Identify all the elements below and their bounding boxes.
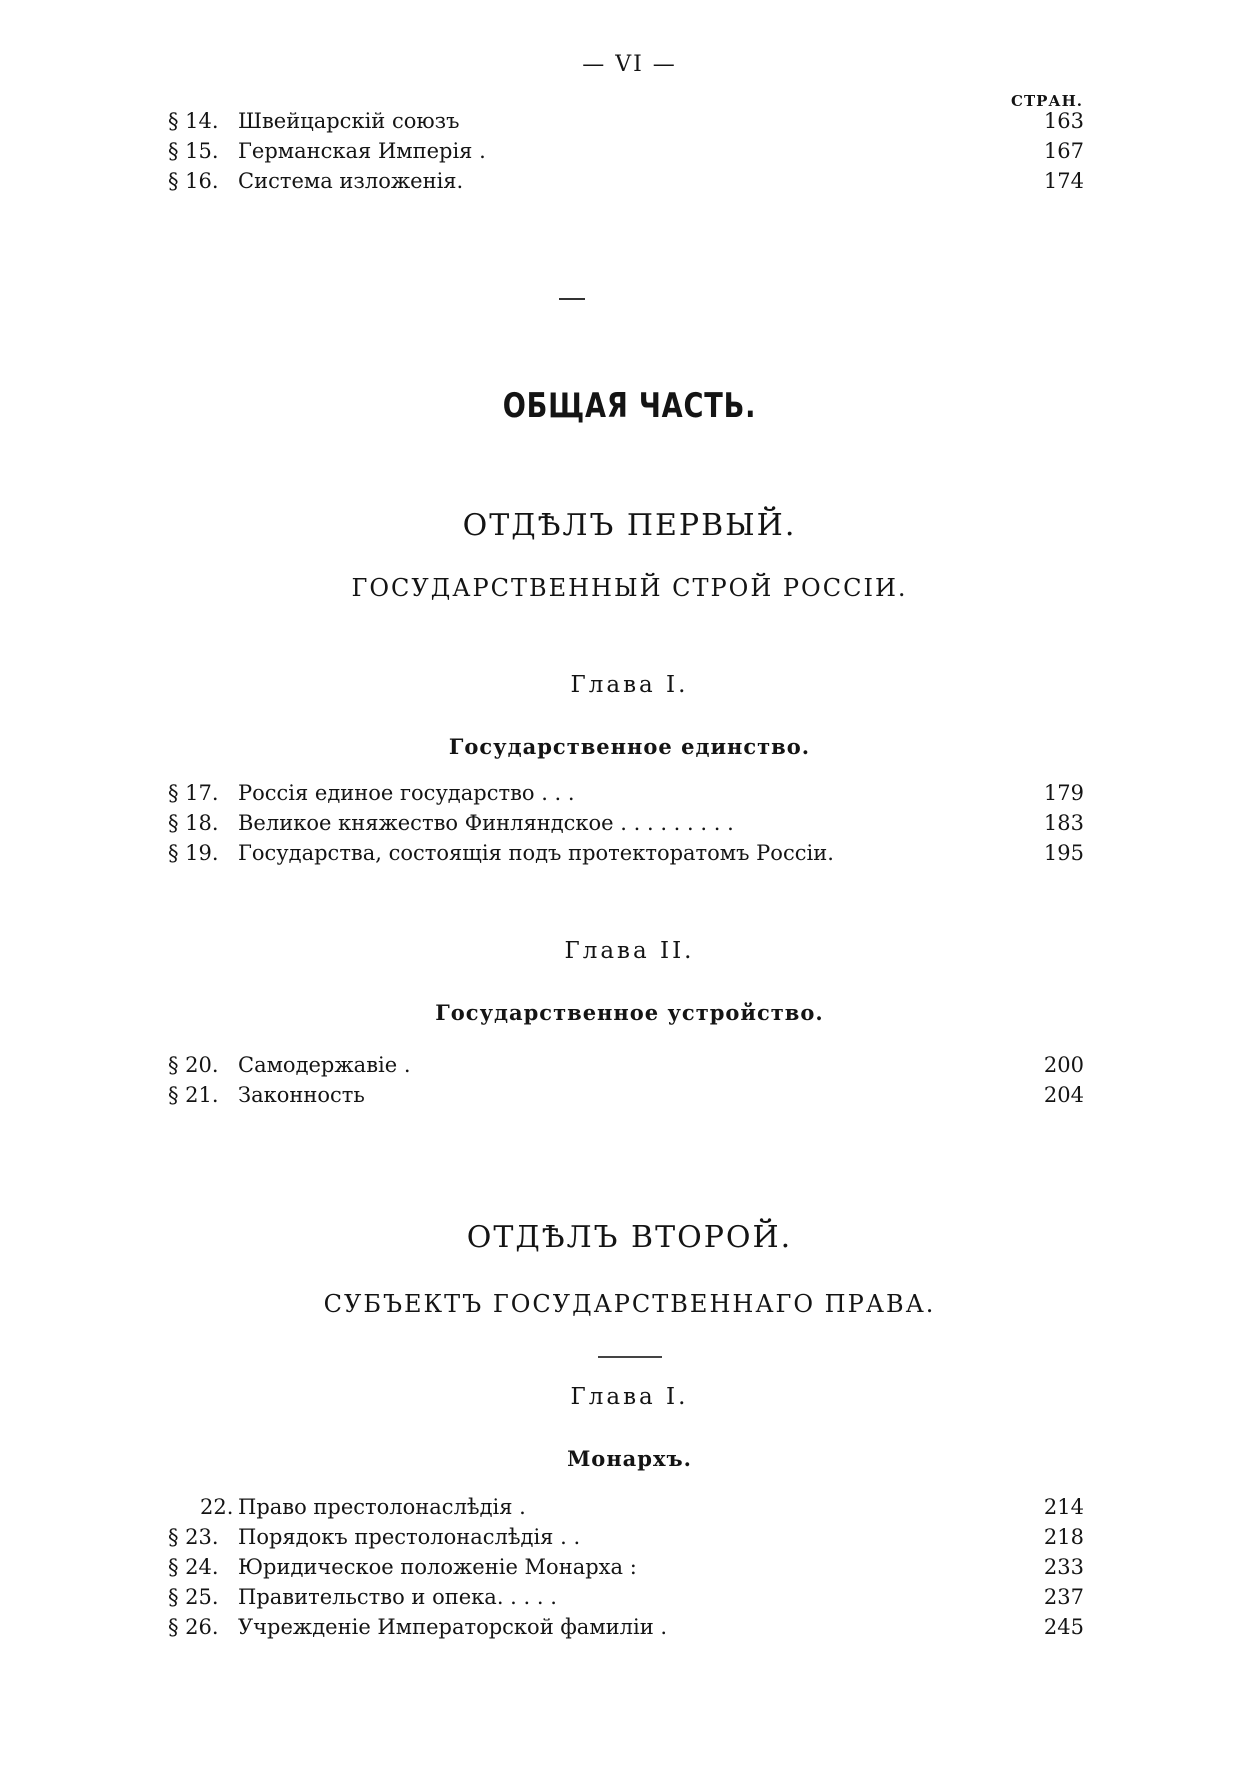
entry-number: 22. (200, 1495, 234, 1519)
toc-entry (168, 136, 1084, 166)
entry-title: Великое княжество Финляндское . . . . . . . . . (238, 811, 734, 835)
toc-entry (168, 1582, 1084, 1612)
entry-number: § 26. (168, 1615, 219, 1639)
entry-title: Самодержавіе . (238, 1053, 411, 1077)
entry-page: 167 (1043, 139, 1084, 163)
entry-title: Система изложенія. (238, 169, 464, 193)
entry-number: § 23. (168, 1525, 219, 1549)
entry-page: 237 (1043, 1585, 1084, 1609)
entry-number: § 14. (168, 109, 219, 133)
chapter-topic: Государственное единство. (448, 734, 811, 759)
toc-chapter-list (168, 1492, 1084, 1642)
entry-title: Государства, состоящія подъ протекторатомъ Россіи. (238, 841, 834, 865)
entry-title: Учрежденіе Императорской фамиліи . (238, 1615, 668, 1639)
divider-rule (559, 298, 585, 300)
chapter-label: Глава II. (564, 938, 695, 964)
entry-title: Россія единое государство . . . (238, 781, 575, 805)
entry-page: 233 (1043, 1555, 1084, 1579)
toc-chapter-list (168, 1050, 1084, 1110)
chapter-label: Глава I. (570, 672, 689, 698)
entry-page: 200 (1043, 1053, 1084, 1077)
entry-number: § 24. (168, 1555, 219, 1579)
entry-number: § 25. (168, 1585, 219, 1609)
entry-title: Право престолонаслѣдія . (238, 1495, 526, 1519)
toc-chapter-list (168, 778, 1084, 868)
entry-title: Швейцарскій союзъ (238, 109, 460, 133)
entry-number: § 19. (168, 841, 219, 865)
entry-page: 204 (1043, 1083, 1084, 1107)
chapter-topic: Монархъ. (567, 1446, 692, 1471)
entry-number: § 17. (168, 781, 219, 805)
toc-entry (168, 1492, 1084, 1522)
toc-entry (168, 1612, 1084, 1642)
entry-title: Законность (238, 1083, 365, 1107)
entry-number: § 16. (168, 169, 219, 193)
section-2-subtitle: СУБЪЕКТЪ ГОСУДАРСТВЕННАГО ПРАВА. (323, 1290, 936, 1318)
entry-page: 245 (1043, 1615, 1084, 1639)
section-2-title: ОТДѢЛЪ ВТОРОЙ. (466, 1220, 793, 1255)
entry-number: § 20. (168, 1053, 219, 1077)
toc-intro-list (168, 106, 1084, 196)
entry-page: 214 (1043, 1495, 1084, 1519)
entry-page: 174 (1043, 169, 1084, 193)
entry-title: Юридическое положеніе Монарха : (238, 1555, 637, 1579)
toc-entry (168, 166, 1084, 196)
entry-number: § 21. (168, 1083, 219, 1107)
entry-number: § 15. (168, 139, 219, 163)
toc-entry (168, 1522, 1084, 1552)
divider-rule (598, 1356, 662, 1358)
toc-entry (168, 838, 1084, 868)
entry-page: 195 (1043, 841, 1084, 865)
toc-entry (168, 1080, 1084, 1110)
chapter-label: Глава I. (570, 1384, 689, 1410)
page-column-label: СТРАН. (1011, 92, 1083, 110)
toc-entry (168, 106, 1084, 136)
toc-entry (168, 1552, 1084, 1582)
toc-entry (168, 808, 1084, 838)
chapter-topic: Государственное устройство. (435, 1000, 824, 1025)
section-1-title: ОТДѢЛЪ ПЕРВЫЙ. (462, 508, 797, 543)
entry-number: § 18. (168, 811, 219, 835)
page-number: — VI — (582, 52, 677, 77)
entry-title: Порядокъ престолонаслѣдія . . (238, 1525, 581, 1549)
entry-page: 179 (1043, 781, 1084, 805)
entry-title: Правительство и опека. . . . . (238, 1585, 557, 1609)
entry-title: Германская Имперія . (238, 139, 486, 163)
entry-page: 163 (1043, 109, 1084, 133)
section-1-subtitle: ГОСУДАРСТВЕННЫЙ СТРОЙ РОССІИ. (351, 574, 908, 602)
entry-page: 183 (1043, 811, 1084, 835)
toc-entry (168, 1050, 1084, 1080)
entry-page: 218 (1043, 1525, 1084, 1549)
part-title: ОБЩАЯ ЧАСТЬ. (502, 386, 757, 426)
toc-entry (168, 778, 1084, 808)
